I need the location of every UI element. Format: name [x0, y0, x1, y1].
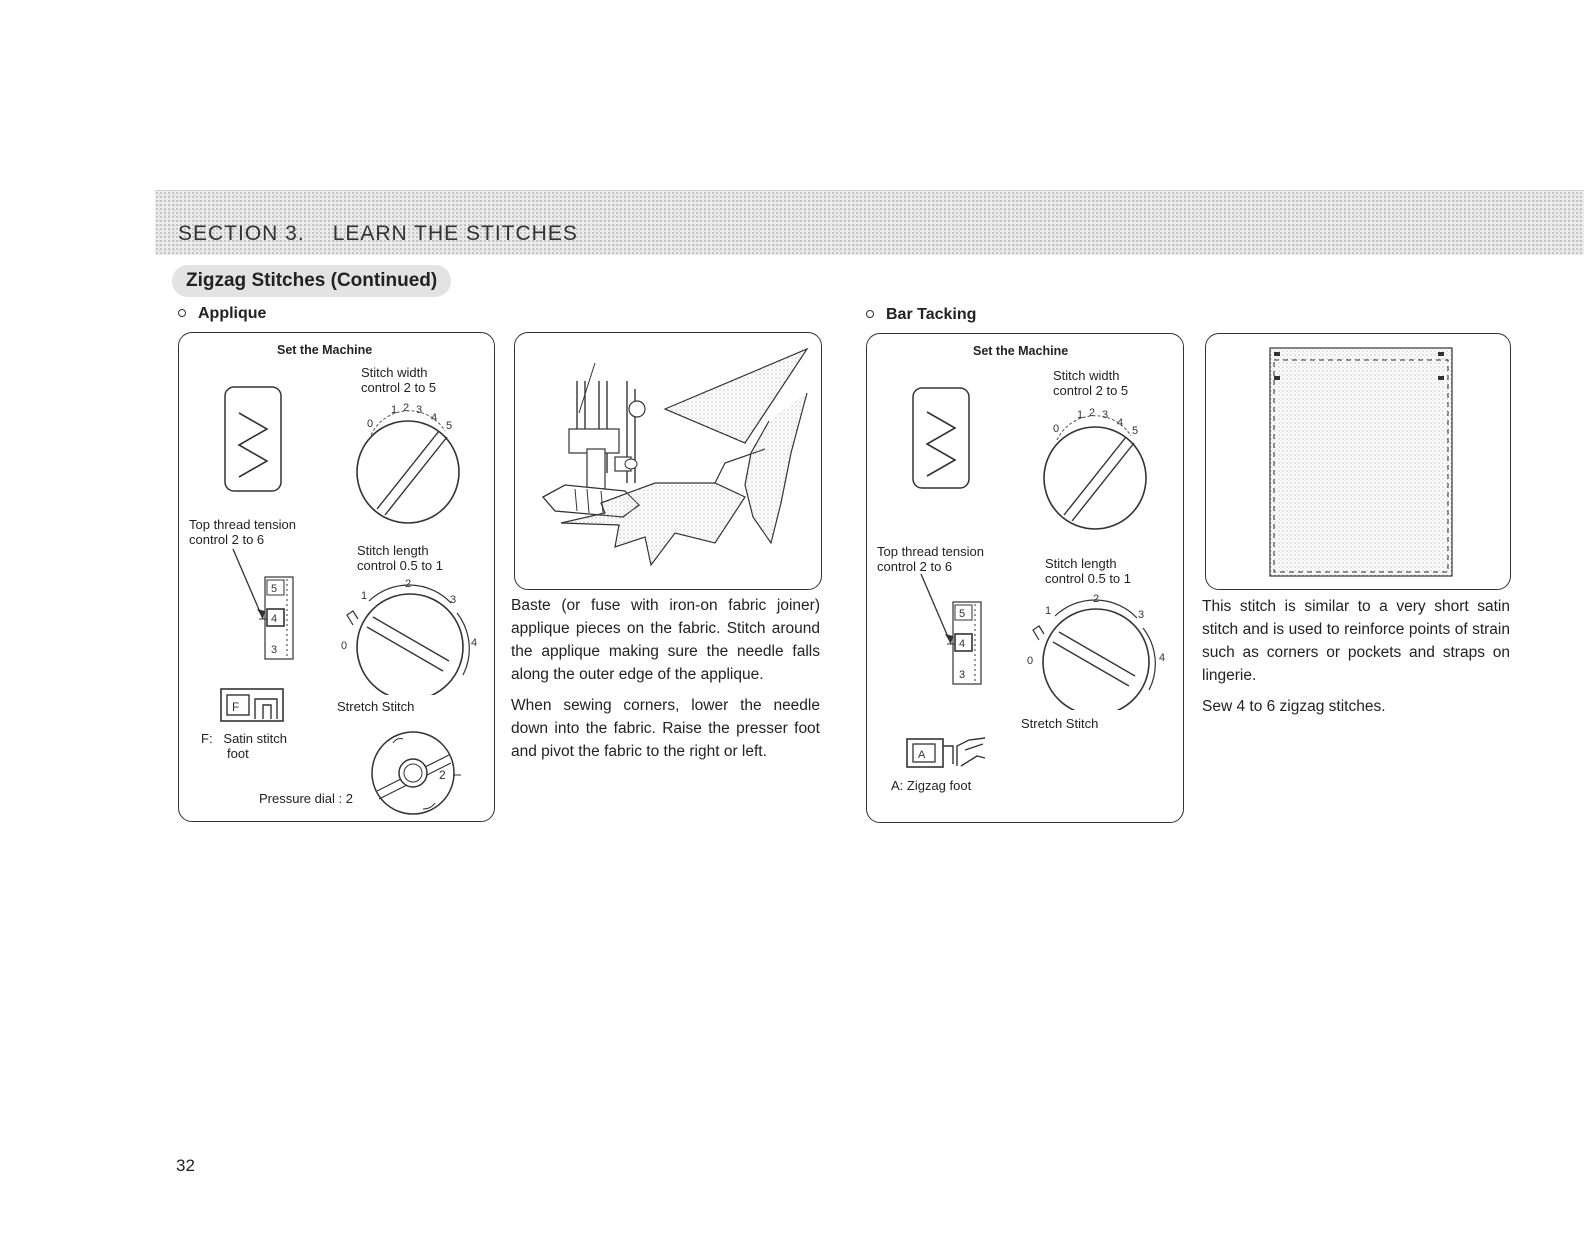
tick-label: 0 — [367, 418, 374, 430]
tick-label: 2 — [1093, 593, 1100, 605]
tick-label: 3 — [1102, 409, 1109, 421]
stretch-stitch-label: Stretch Stitch — [1021, 716, 1099, 731]
tension-label: Top thread tension control 2 to 6 — [189, 517, 296, 547]
tick-label: 5 — [959, 608, 966, 620]
zigzag-foot-icon — [905, 736, 987, 772]
applique-paragraph-2: When sewing corners, lower the needle down into the fabric. Raise the presser foot and pivot the fabric to the right or left. — [511, 697, 820, 760]
stitch-length-dial — [1023, 590, 1173, 710]
tick-label: 4 — [431, 412, 438, 424]
page-subtitle: Zigzag Stitches (Continued) — [172, 265, 451, 297]
tick-label: 5 — [271, 583, 278, 595]
applique-heading: Applique — [178, 305, 266, 323]
tick-label: 2 — [439, 768, 446, 782]
tick-label: 3 — [450, 594, 457, 606]
tick-label: 1 — [361, 590, 368, 602]
tick-label: 1 — [1077, 409, 1084, 421]
zigzag-foot-label: A: Zigzag foot — [891, 778, 972, 793]
tick-label: 2 — [403, 402, 410, 414]
tick-label: 5 — [446, 420, 453, 432]
tick-label: 1 — [1045, 605, 1052, 617]
section-name: LEARN THE STITCHES — [332, 222, 578, 245]
stitch-length-label: Stitch length control 0.5 to 1 — [1045, 556, 1131, 586]
tick-label: 4 — [271, 613, 278, 625]
bar-tacking-instructions — [1202, 595, 1510, 726]
applique-illustration — [514, 332, 822, 590]
tension-control — [223, 545, 301, 665]
stitch-width-dial — [1041, 406, 1161, 530]
stitch-length-label: Stitch length control 0.5 to 1 — [357, 543, 443, 573]
tick-label: 4 — [1117, 417, 1124, 429]
tension-control — [911, 570, 989, 690]
tick-label: 5 — [1132, 425, 1139, 437]
stitch-width-dial — [349, 401, 469, 525]
page-number: 32 — [176, 1156, 195, 1175]
stitch-length-dial — [333, 575, 483, 695]
fabric-swatch-illustration — [1206, 334, 1510, 589]
tick-label: 1 — [391, 404, 398, 416]
bullet-icon — [866, 310, 874, 318]
tick-label: 4 — [959, 638, 966, 650]
tick-label: 3 — [1138, 609, 1145, 621]
zigzag-pattern-icon — [223, 385, 283, 493]
tick-label: 2 — [1089, 407, 1096, 419]
set-machine-title: Set the Machine — [973, 344, 1069, 358]
tick-label: 0 — [1053, 423, 1060, 435]
tick-label: 0 — [1027, 655, 1034, 667]
section-heading — [178, 222, 578, 246]
tick-label: 4 — [471, 637, 478, 649]
set-machine-title: Set the Machine — [277, 343, 373, 357]
bar-tacking-heading: Bar Tacking — [866, 306, 976, 324]
bar-tacking-paragraph-1: This stitch is similar to a very short satin stitch and is used to reinforce points of strain such as corners or pockets and straps on lingerie. — [1202, 598, 1510, 684]
tick-label: 3 — [416, 404, 423, 416]
bar-tacking-paragraph-2: Sew 4 to 6 zigzag stitches. — [1202, 698, 1386, 715]
zigzag-pattern-icon — [911, 386, 971, 490]
pressure-dial — [367, 729, 467, 817]
stretch-stitch-label: Stretch Stitch — [337, 699, 415, 714]
tension-label: Top thread tension control 2 to 6 — [877, 544, 984, 574]
section-number: SECTION 3. — [178, 222, 305, 245]
satin-stitch-foot-icon — [219, 685, 289, 725]
applique-paragraph-1: Baste (or fuse with iron-on fabric joiner) applique pieces on the fabric. Stitch around the applique making sure the needle falls along the outer edge of the applique. — [511, 597, 820, 683]
tick-label: 3 — [959, 669, 966, 681]
pressure-dial-label: Pressure dial : 2 — [259, 791, 353, 806]
stitch-width-label: Stitch width control 2 to 5 — [361, 365, 437, 395]
tick-label: F — [232, 700, 240, 714]
stitch-width-label: Stitch width control 2 to 5 — [1053, 368, 1129, 398]
bar-tacking-illustration — [1205, 333, 1511, 590]
bar-tacking-settings-panel — [866, 333, 1184, 823]
applique-instructions — [511, 594, 820, 771]
satin-foot-label: F: Satin stitch foot — [201, 731, 287, 761]
applique-settings-panel — [178, 332, 495, 822]
tick-label: 4 — [1159, 652, 1166, 664]
tick-label: A — [918, 749, 926, 761]
bullet-icon — [178, 309, 186, 317]
tick-label: 2 — [405, 578, 412, 590]
tick-label: 0 — [341, 640, 348, 652]
tick-label: 3 — [271, 644, 278, 656]
sewing-machine-illustration — [515, 333, 821, 589]
